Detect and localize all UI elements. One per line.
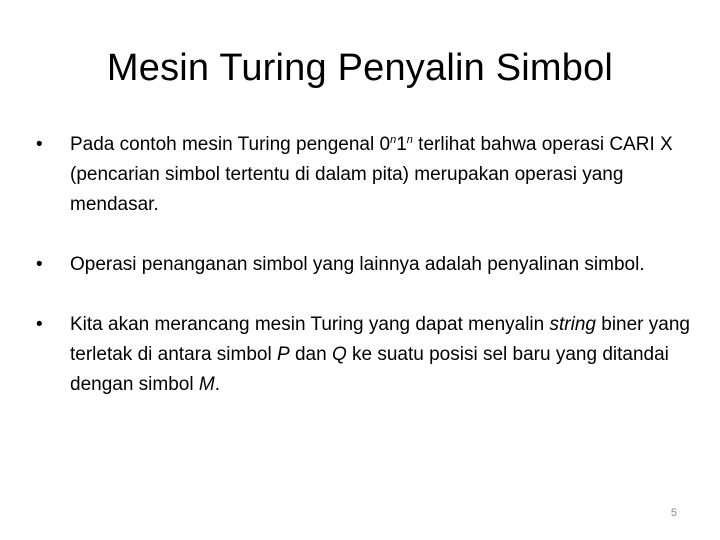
bullet-text: ke suatu posisi sel baru yang ditandai dengan simbol — [70, 344, 669, 395]
bullet-text: . — [214, 374, 220, 395]
bullet-item — [36, 310, 696, 400]
bullet-text: 1 — [396, 134, 407, 155]
page-number: 5 — [670, 507, 677, 519]
bullet-text: terlihat bahwa operasi CARI X (pencarian simbol tertentu di dalam pita) merupakan operasi yang mendasar. — [70, 134, 673, 215]
bullet-dot: • — [36, 314, 43, 335]
italic-term: P — [277, 344, 290, 365]
bullet-list — [36, 130, 696, 400]
superscript-n: n — [390, 134, 397, 146]
bullet-item — [36, 130, 696, 220]
italic-term: string — [549, 314, 596, 335]
italic-term: Q — [331, 344, 347, 365]
bullet-text: biner yang terletak di antara simbol — [70, 314, 690, 365]
bullet-text: Pada contoh mesin Turing pengenal 0 — [70, 134, 391, 155]
bullet-text: Kita akan merancang mesin Turing yang dapat menyalin — [70, 314, 550, 335]
superscript-n: n — [406, 134, 413, 146]
bullet-dot: • — [36, 254, 43, 275]
bullet-item — [36, 250, 696, 280]
bullet-text: Operasi penanganan simbol yang lainnya adalah penyalinan simbol. — [70, 254, 645, 275]
slide-title: Mesin Turing Penyalin Simbol — [106, 47, 614, 89]
italic-term: M — [198, 374, 215, 395]
bullet-dot: • — [36, 134, 43, 155]
bullet-text: dan — [289, 344, 332, 365]
